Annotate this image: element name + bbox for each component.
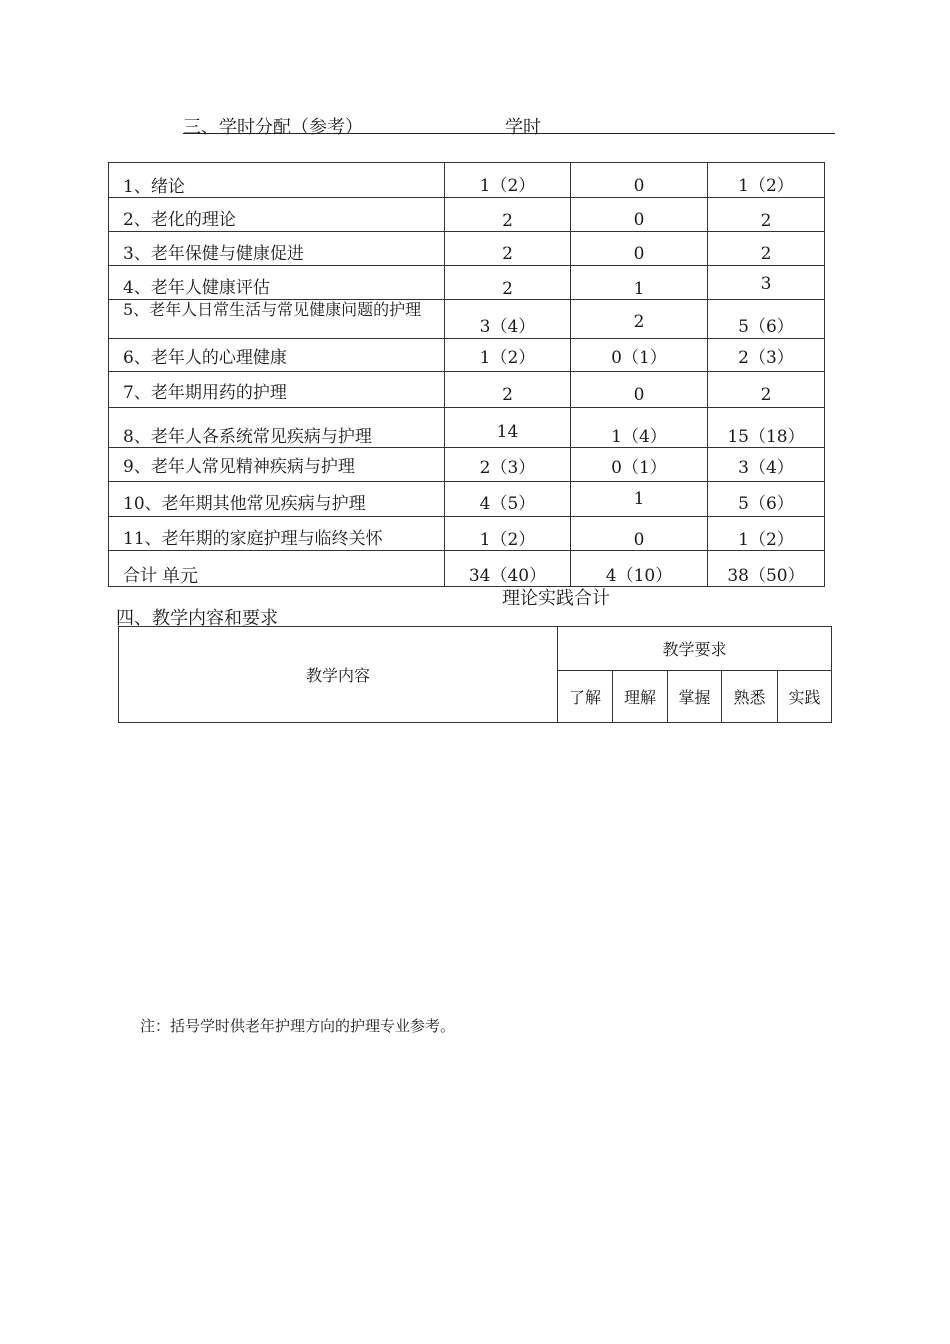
- section4-title: 四、教学内容和要求: [116, 608, 278, 629]
- practice-hours-cell: [571, 266, 708, 300]
- theory-hours-cell: [445, 448, 571, 482]
- level-practice: 实践: [778, 671, 832, 723]
- unit-name: 7、老年期用药的护理: [123, 383, 287, 403]
- practice-hours-cell: [571, 408, 708, 448]
- theory-hours: 1（2）: [479, 176, 536, 196]
- practice-hours-cell: [571, 482, 708, 517]
- unit-name-cell: [109, 163, 445, 198]
- theory-hours: 2（3）: [479, 458, 536, 478]
- practice-hours: 1: [633, 279, 645, 299]
- theory-hours: 2: [502, 279, 513, 299]
- total-hours: 5（6）: [738, 317, 794, 337]
- theory-hours-cell: [445, 408, 571, 448]
- total-hours-cell: [708, 408, 825, 448]
- level-understand: 了解: [558, 671, 613, 723]
- practice-hours: 0: [633, 176, 645, 196]
- practice-hours: 4（10）: [605, 566, 673, 586]
- theory-hours: 4（5）: [479, 494, 536, 514]
- theory-hours: 3（4）: [479, 317, 536, 337]
- total-hours: 2: [760, 385, 772, 405]
- theory-hours-cell: [445, 300, 571, 339]
- practice-hours-cell: [571, 300, 708, 339]
- practice-hours: 1（4）: [611, 427, 667, 447]
- unit-name: 6、老年人的心理健康: [123, 348, 287, 368]
- total-hours: 2（3）: [738, 348, 794, 368]
- practice-hours-cell: [571, 339, 708, 372]
- practice-hours: 0: [633, 244, 645, 264]
- total-hours-cell: [708, 198, 825, 232]
- total-hours-cell: [708, 266, 825, 300]
- unit-name: 4、老年人健康评估: [123, 278, 270, 298]
- unit-name-cell: [109, 339, 445, 372]
- table-row: [109, 372, 825, 408]
- unit-name: 11、老年期的家庭护理与临终关怀: [123, 529, 383, 549]
- total-hours: 5（6）: [738, 494, 794, 514]
- theory-hours: 1（2）: [479, 348, 536, 368]
- practice-hours-cell: [571, 551, 708, 587]
- total-hours: 38（50）: [727, 566, 805, 586]
- total-hours-cell: [708, 448, 825, 482]
- table-row: [109, 163, 825, 198]
- practice-hours-cell: [571, 372, 708, 408]
- table-row: [109, 300, 825, 339]
- total-hours-cell: [708, 482, 825, 517]
- section3-title: 三、学时分配（参考）: [183, 117, 363, 138]
- total-hours: 3: [760, 274, 772, 294]
- total-hours: 2: [760, 211, 772, 231]
- practice-hours: 0（1）: [611, 458, 667, 478]
- table-row: [109, 232, 825, 266]
- practice-hours-cell: [571, 232, 708, 266]
- practice-hours-cell: [571, 198, 708, 232]
- practice-hours: 0: [633, 385, 645, 405]
- unit-name: 9、老年人常见精神疾病与护理: [123, 457, 355, 477]
- table-row: [109, 198, 825, 232]
- total-hours: 3（4）: [738, 458, 794, 478]
- table-row: [109, 551, 825, 587]
- total-hours-cell: [708, 517, 825, 551]
- hours-columns-label: 理论实践合计: [502, 588, 610, 609]
- table-row: [109, 448, 825, 482]
- theory-hours-cell: [445, 339, 571, 372]
- unit-name: 10、老年期其他常见疾病与护理: [123, 494, 366, 514]
- total-hours-cell: [708, 372, 825, 408]
- practice-hours: 0（1）: [611, 348, 667, 368]
- theory-hours-cell: [445, 372, 571, 408]
- theory-hours: 14: [496, 422, 519, 442]
- theory-hours-cell: [445, 232, 571, 266]
- level-comprehend: 理解: [613, 671, 668, 723]
- teaching-requirements-table: [118, 626, 832, 723]
- unit-name-cell: [109, 551, 445, 587]
- theory-hours-cell: [445, 163, 571, 198]
- hours-allocation-table: [108, 162, 825, 587]
- theory-hours-cell: [445, 266, 571, 300]
- unit-name: 合计: [123, 566, 157, 586]
- unit-name-cell: [109, 232, 445, 266]
- practice-hours: 0: [633, 210, 645, 230]
- theory-hours-cell: [445, 551, 571, 587]
- total-hours: 15（18）: [727, 427, 805, 447]
- unit-name: 3、老年保健与健康促进: [123, 244, 304, 264]
- practice-hours: 0: [633, 530, 645, 550]
- table-row: [109, 517, 825, 551]
- total-hours: 1（2）: [738, 176, 794, 196]
- table-row: [109, 339, 825, 372]
- total-hours-cell: [708, 300, 825, 339]
- unit-name: 2、老化的理论: [123, 210, 236, 230]
- teaching-requirements-header: 教学要求: [558, 627, 832, 671]
- total-hours-cell: [708, 232, 825, 266]
- total-hours-cell: [708, 163, 825, 198]
- theory-hours: 2: [502, 385, 513, 405]
- practice-hours-cell: [571, 448, 708, 482]
- table-row: [109, 482, 825, 517]
- unit-name: 1、绪论: [123, 177, 185, 197]
- unit-column-label: 单元: [162, 566, 198, 587]
- practice-hours-cell: [571, 517, 708, 551]
- unit-name-cell: [109, 517, 445, 551]
- total-hours-cell: [708, 339, 825, 372]
- level-master: 掌握: [668, 671, 722, 723]
- unit-name-cell: [109, 448, 445, 482]
- unit-name-cell: [109, 198, 445, 232]
- theory-hours: 2: [502, 244, 513, 264]
- title-underline: [183, 133, 835, 134]
- practice-hours-cell: [571, 163, 708, 198]
- level-familiar: 熟悉: [722, 671, 778, 723]
- footnote: 注：括号学时供老年护理方向的护理专业参考。: [140, 1017, 456, 1035]
- hours-label: 学时: [505, 117, 541, 138]
- theory-hours-cell: [445, 517, 571, 551]
- table-row: [109, 266, 825, 300]
- theory-hours: 34（40）: [468, 566, 547, 586]
- unit-name-cell: [109, 482, 445, 517]
- theory-hours: 1（2）: [479, 530, 536, 550]
- unit-name-cell: [109, 266, 445, 300]
- theory-hours-cell: [445, 198, 571, 232]
- practice-hours: 2: [633, 312, 645, 332]
- unit-name-cell: [109, 408, 445, 448]
- unit-name-cell: [109, 372, 445, 408]
- table-row: [109, 408, 825, 448]
- teaching-content-header: 教学内容: [119, 627, 558, 723]
- unit-name: 8、老年人各系统常见疾病与护理: [123, 427, 372, 447]
- theory-hours: 2: [502, 211, 513, 231]
- unit-name: 5、老年人日常生活与常见健康问题的护理: [123, 300, 422, 319]
- total-hours: 1（2）: [738, 530, 794, 550]
- unit-name-cell: [109, 300, 445, 339]
- theory-hours-cell: [445, 482, 571, 517]
- total-hours-cell: [708, 551, 825, 587]
- total-hours: 2: [760, 244, 772, 264]
- practice-hours: 1: [633, 489, 645, 509]
